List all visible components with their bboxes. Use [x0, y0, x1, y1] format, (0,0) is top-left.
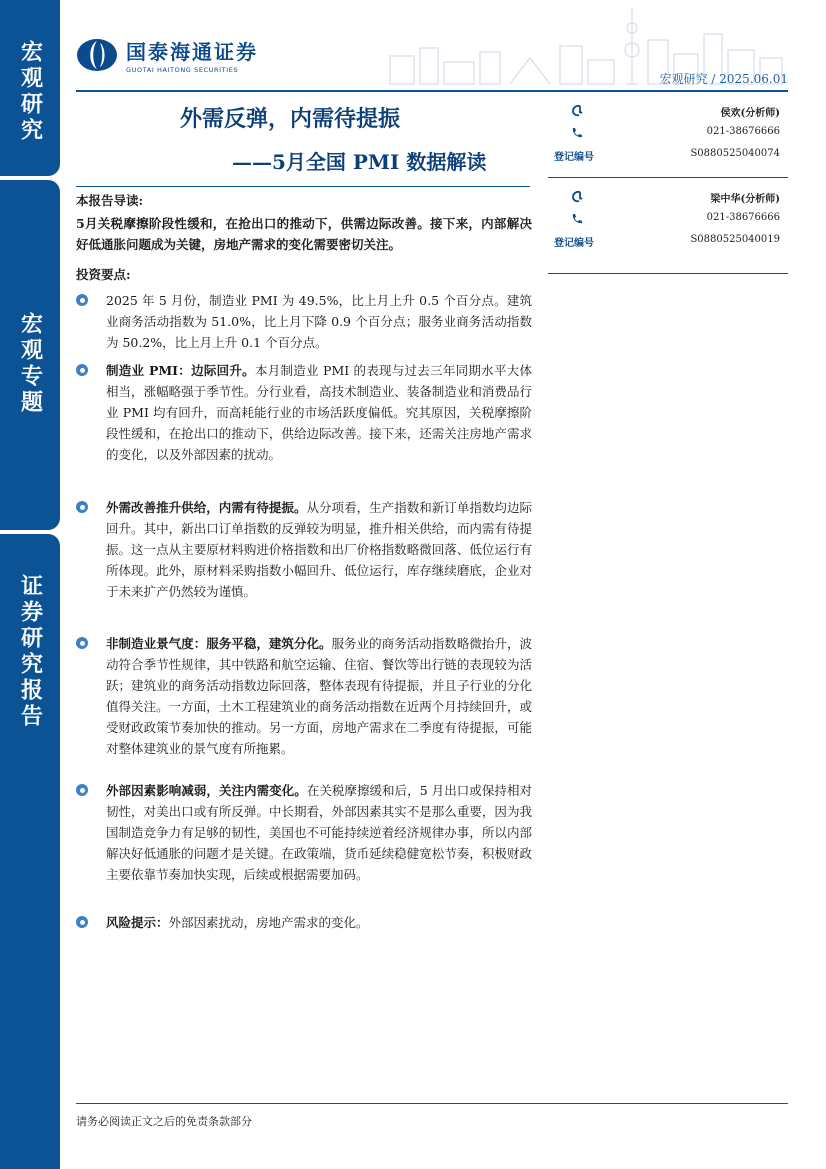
email-icon — [570, 104, 584, 118]
bullet-icon — [76, 364, 88, 376]
bullet-icon — [76, 784, 88, 796]
investment-point — [76, 497, 532, 602]
point-text: 外部因素扰动，房地产需求的变化。 — [168, 915, 369, 930]
registration-number: S0880525040019 — [690, 234, 780, 245]
point-text: 本月制造业 PMI 的表现与过去三年同期水平大体相当，涨幅略强于季节性。分行业看，高技术制造业、装备制造业和消费品行业 PMI 均有回升，而高耗能行业的市场活跃度偏低。究其原因，关税摩擦阶段性缓和，在抢出口的推动下，供给边际改善。接下来，还需关注房地产需求的变化，以及外部因素的扰动。 — [106, 363, 532, 462]
point-text: 从分项看，生产指数和新订单指数均边际回升。其中，新出口订单指数的反弹较为明显，推升相关供给，而内需有待提振。这一点从主要原材料购进价格指数和出厂价格指数略微回落、低位运行有所体现。此外，原材料采购指数小幅回升、低位运行，库存继续磨底，企业对于未来扩产仍然较为谨慎。 — [106, 500, 532, 599]
analyst-phone: 021-38676666 — [706, 126, 780, 137]
investment-point — [76, 780, 532, 885]
bullet-icon — [76, 916, 88, 928]
brand-logo — [76, 36, 258, 74]
logo-mark-icon — [76, 37, 118, 73]
sidebar-label-report: 证券研究报告 — [17, 574, 43, 730]
point-lead: 风险提示： — [106, 915, 169, 930]
report-meta — [660, 70, 788, 87]
report-title: 外需反弹，内需待提振 — [180, 106, 401, 132]
registration-number: S0880525040074 — [690, 148, 780, 159]
sidebar-band-middle — [0, 180, 60, 530]
investment-point — [76, 360, 532, 465]
disclaimer-note: 请务必阅读正文之后的免责条款部分 — [76, 1115, 252, 1128]
bullet-icon — [76, 294, 88, 306]
risk-warning — [76, 912, 532, 933]
body-divider — [76, 186, 530, 187]
point-lead: 非制造业景气度：服务平稳，建筑分化。 — [106, 636, 332, 651]
registration-label: 登记编号 — [554, 238, 594, 249]
analyst-card — [548, 104, 788, 164]
investment-point — [76, 290, 532, 353]
analyst-divider — [548, 273, 788, 274]
analyst-card — [548, 190, 788, 250]
sidebar-label-topic: 宏观专题 — [17, 312, 43, 416]
footer-divider — [76, 1103, 788, 1104]
investment-points-heading: 投资要点: — [76, 267, 131, 282]
phone-icon — [570, 212, 584, 226]
point-text: 在关税摩擦缓和后，5 月出口或保持相对韧性，对美出口或有所反弹。中长期看，外部因素其实不是那么重要，因为我国制造竞争力有足够的韧性，美国也不可能持续逆着经济规律办事，所以内部解决好低通胀的问题才是关键。在政策端，货币延续稳健宽松节奏，积极财政主要依靠节奏加快实现，后续或根据需要加码。 — [106, 783, 532, 882]
bullet-icon — [76, 637, 88, 649]
report-subtitle: ——5月全国 PMI 数据解读 — [232, 150, 487, 174]
report-date: 2025.06.01 — [719, 72, 788, 86]
guide-heading: 本报告导读: — [76, 193, 144, 208]
guide-summary: 5月关税摩擦阶段性缓和，在抢出口的推动下，供需边际改善。接下来，内部解决好低通胀问题成为关键，房地产需求的变化需要密切关注。 — [76, 216, 532, 252]
investment-point — [76, 633, 532, 759]
point-text: 2025 年 5 月份，制造业 PMI 为 49.5%，比上月上升 0.5 个百分点。建筑业商务活动指数为 51.0%，比上月下降 0.9 个百分点；服务业商务活动指数为 50.2%，比上月上升 0.1 个百分点。 — [106, 293, 532, 350]
registration-label: 登记编号 — [554, 152, 594, 163]
bullet-icon — [76, 501, 88, 513]
point-lead: 制造业 PMI：边际回升。 — [106, 363, 255, 378]
report-category: 宏观研究 — [659, 72, 708, 86]
phone-icon — [570, 126, 584, 140]
analyst-phone: 021-38676666 — [706, 212, 780, 223]
sidebar-label-research: 宏观研究 — [17, 40, 43, 144]
analyst-name: 梁中华(分析师) — [710, 194, 780, 205]
email-icon — [570, 190, 584, 204]
brand-name-en: GUOTAI HAITONG SECURITIES — [126, 66, 239, 74]
brand-name-cn: 国泰海通证券 — [126, 40, 258, 64]
point-text: 服务业的商务活动指数略微抬升，波动符合季节性规律，其中铁路和航空运输、住宿、餐饮等出行链的表现较为活跃；建筑业的商务活动指数边际回落，整体表现有待提振，并且子行业的分化值得关注。一方面，土木工程建筑业的商务活动指数在近两个月持续回升，或受财政政策节奏加快的推动。另一方面，房地产需求在二季度有待提振，可能对整体建筑业的景气度有所拖累。 — [106, 636, 532, 756]
point-lead: 外部因素影响减弱，关注内需变化。 — [106, 783, 307, 798]
point-lead: 外需改善推升供给，内需有待提振。 — [106, 500, 307, 515]
analyst-name: 侯欢(分析师) — [720, 108, 780, 119]
analyst-divider — [548, 177, 788, 178]
sidebar-band-top — [0, 0, 60, 176]
sidebar-band-bottom — [0, 534, 60, 1169]
header-divider — [76, 90, 788, 92]
meta-separator: / — [711, 72, 716, 86]
